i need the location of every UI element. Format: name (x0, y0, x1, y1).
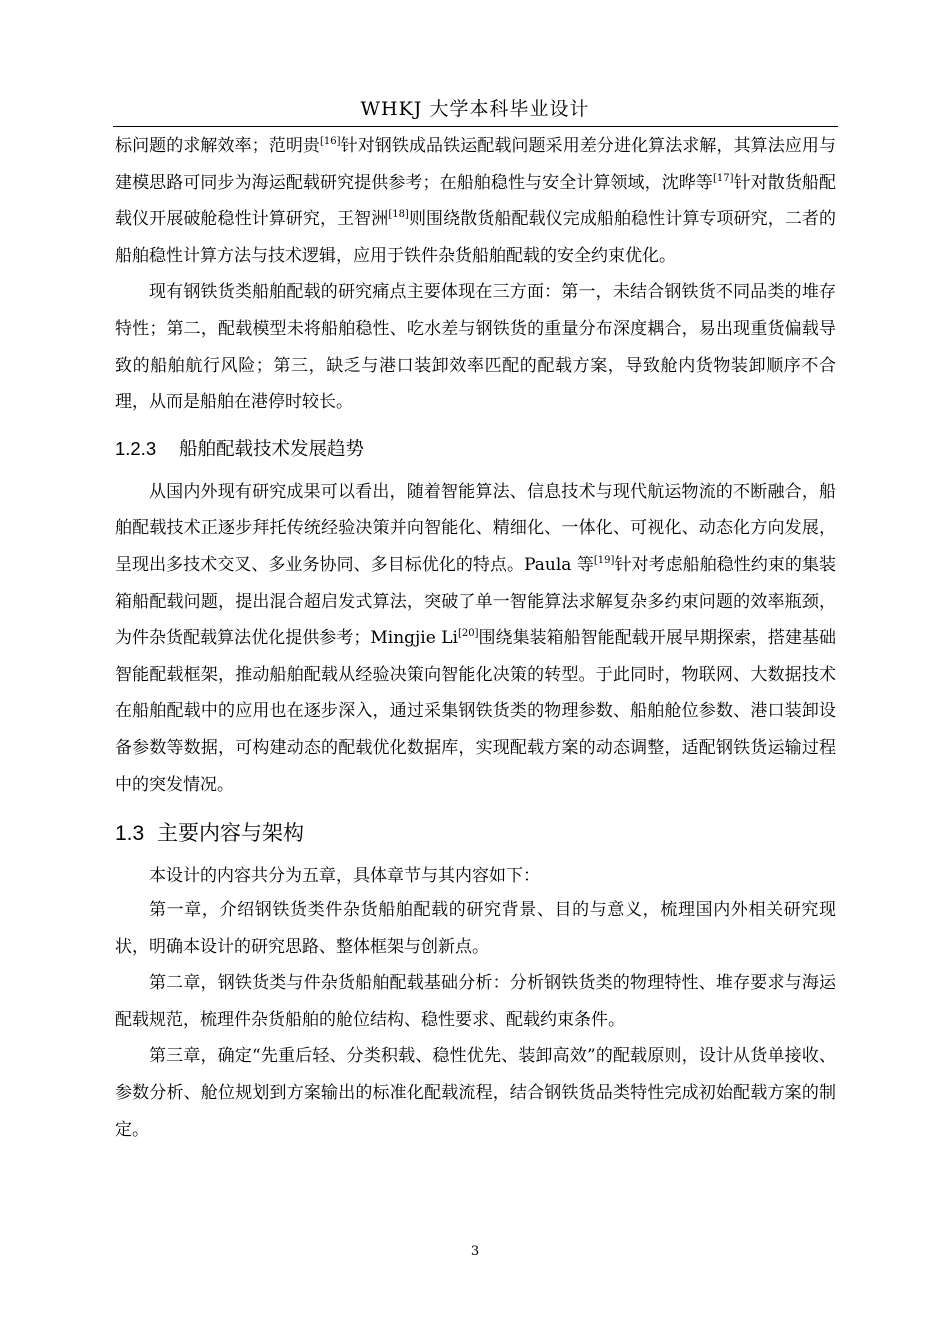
header-rule (113, 126, 838, 127)
citation-19: [19] (593, 554, 615, 566)
page-number: 3 (470, 1244, 480, 1259)
page-header (0, 94, 950, 121)
citation-20: [20] (457, 628, 479, 640)
paragraph-7: 第三章，确定“先重后轻、分类积载、稳性优先、装卸高效”的配载原则，设计从货单接收、参数分析、舱位规划到方案输出的标准化配载流程，结合钢铁货品类特性完成初始配载方案的制定。 (115, 1046, 836, 1140)
section-heading-1-3 (115, 815, 836, 852)
page-body (115, 128, 836, 1148)
paragraph-text: 围绕集装箱船智能配载开展早期探索，搭建基础智能配载框架，推动船舶配载从经验决策向智能化决策的转型。于此同时，物联网、大数据技术在船舶配载中的应用也在逐步深入，通过采集钢铁货类的物理参数、船舶舱位参数、港口装卸设备参数等数据，可构建动态的配载优化数据库，实现配载方案的动态调整，适配钢铁货运输过程中的突发情况。 (115, 628, 837, 795)
section-heading-1-2-3 (115, 431, 836, 468)
paragraph-2: 现有钢铁货类船舶配载的研究痛点主要体现在三方面：第一，未结合钢铁货不同品类的堆存特性；第二，配载模型未将船舶稳性、吃水差与钢铁货的重量分布深度耦合，易出现重货偏载导致的船舶航行风险；第三，缺乏与港口装卸效率匹配的配载方案，导致舱内货物装卸顺序不合理，从而是船舶在港停时较长。 (115, 282, 836, 413)
paragraph-6: 第二章，钢铁货类与件杂货船舶配载基础分析：分析钢铁货类的物理特性、堆存要求与海运配载规范，梳理件杂货船舶的舱位结构、稳性要求、配载约束条件。 (115, 973, 836, 1030)
section-title: 船舶配载技术发展趋势 (179, 438, 365, 460)
paragraph-5: 第一章，介绍钢铁货类件杂货船舶配载的研究背景、目的与意义，梳理国内外相关研究现状，明确本设计的研究思路、整体框架与创新点。 (115, 900, 836, 957)
section-number: 1.2.3 (115, 437, 157, 459)
paragraph-1 (115, 128, 836, 274)
citation-16: [16] (320, 136, 341, 147)
paragraph-text: 则围绕散货船配载仪完成船舶稳性计算专项研究，二者的船舶稳性计算方法与技术逻辑，应用于铁件杂货船舶配载的安全约束优化。 (115, 209, 837, 266)
citation-18: [18] (388, 209, 409, 221)
header-title: WHKJ 大学本科毕业设计 (360, 98, 590, 120)
paragraph-text: 针对散货船配载仪开展破舱稳性计算研究，王智洲 (115, 172, 837, 230)
paragraph-text: 从国内外现有研究成果可以看出，随着智能算法、信息技术与现代航运物流的不断融合，船舶配载技术正逐步拜托传统经验决策并向智能化、精细化、一体化、可视化、动态化方向发展，呈现出多技术交叉、多业务协同、多目标优化的特点。Paula 等 (115, 481, 836, 575)
paragraph-text: 标问题的求解效率；范明贵 (115, 136, 321, 156)
paragraph-4: 本设计的内容共分为五章，具体章节与其内容如下： (149, 866, 540, 887)
section-number: 1.3 (115, 822, 145, 846)
section-title: 主要内容与架构 (157, 821, 304, 846)
paragraph-3 (115, 474, 836, 803)
paragraph-text: 针对考虑船舶稳性约束的集装箱船配载问题，提出混合超启发式算法，突破了单一智能算法求解复杂多约束问题的效率瓶颈，为件杂货配载算法优化提供参考；Mingjie Li (115, 554, 836, 649)
paragraph-text: 针对钢铁成品铁运配载问题采用差分进化算法求解，其算法应用与建模思路可同步为海运配载研究提供参考；在船舶稳性与安全计算领域，沈晔等 (115, 136, 836, 193)
citation-17: [17] (712, 172, 734, 184)
